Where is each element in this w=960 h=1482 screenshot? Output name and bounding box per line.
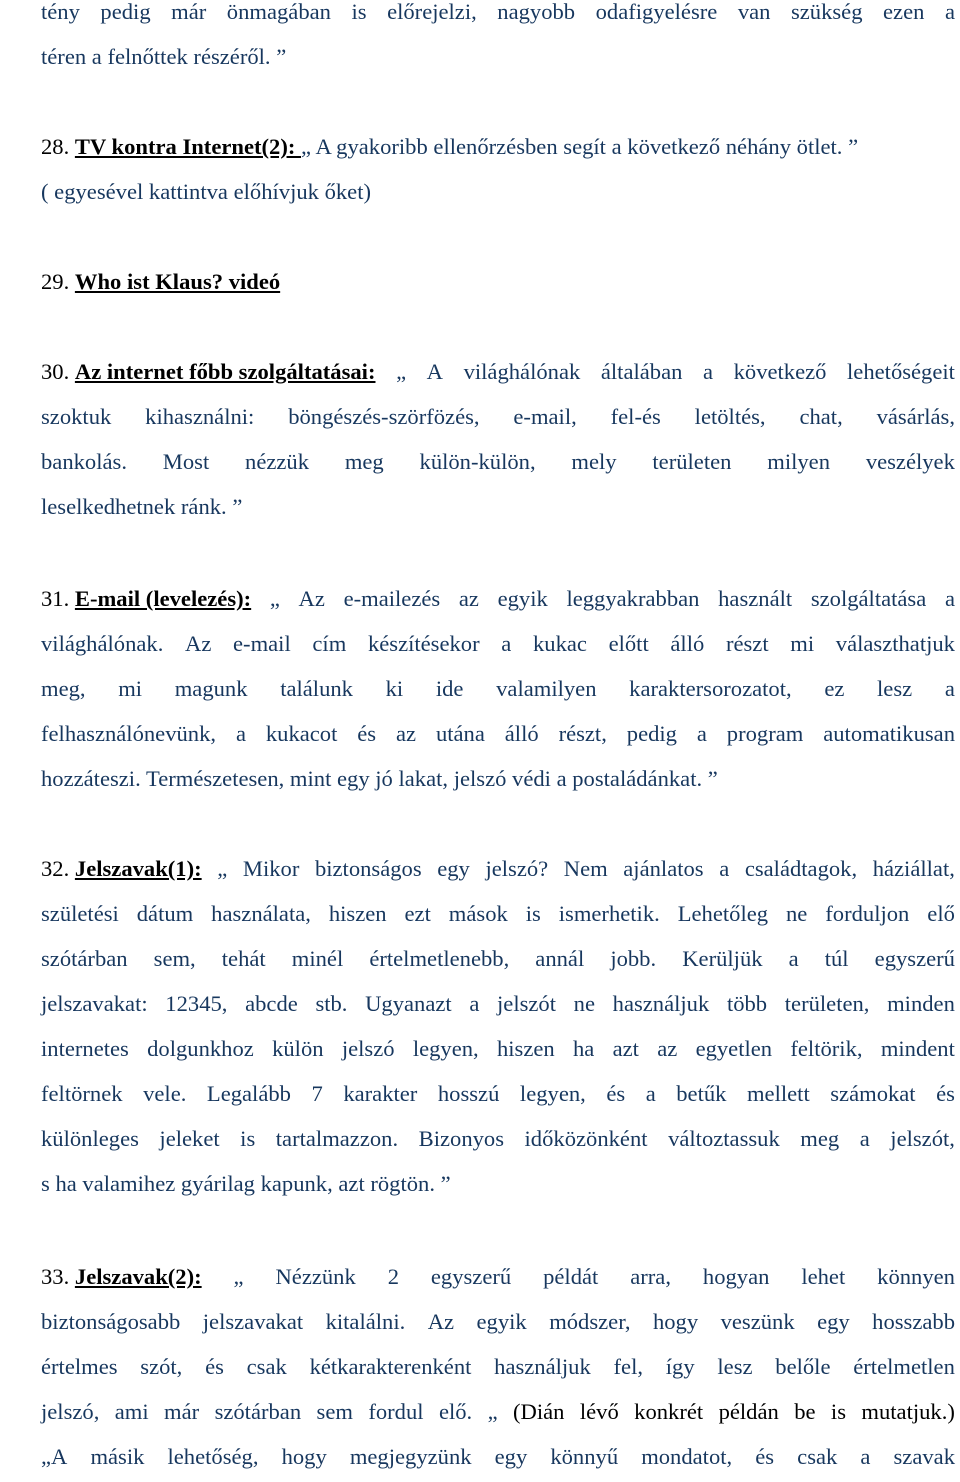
item-heading: TV kontra Internet(2): — [74, 134, 302, 159]
word: elő — [927, 901, 955, 926]
text-line — [41, 132, 955, 162]
word: tehát — [221, 946, 266, 971]
item-number: 28. — [41, 134, 75, 159]
word: szükség — [790, 0, 863, 24]
word: a — [860, 1444, 871, 1469]
word: cím — [312, 631, 347, 656]
word: az — [657, 1036, 678, 1061]
word: azt — [612, 1036, 639, 1061]
word: van — [737, 0, 771, 24]
word: a — [235, 721, 246, 746]
word: nézzük — [245, 449, 310, 474]
word: is — [830, 1399, 846, 1424]
word: kitalálni. — [325, 1309, 406, 1334]
text-line — [41, 1169, 955, 1199]
word: családtagok, — [744, 856, 858, 881]
word: lehetőség, — [167, 1444, 259, 1469]
word: ezt — [404, 901, 431, 926]
word: könnyű — [550, 1444, 619, 1469]
word — [41, 584, 251, 614]
word: meg — [344, 449, 384, 474]
word: ki — [385, 676, 404, 701]
text-line — [41, 674, 955, 704]
word: Nézzünk — [275, 1264, 356, 1289]
word: utána — [435, 721, 485, 746]
item-number: 31. — [41, 586, 75, 611]
text-line — [41, 854, 955, 884]
word: mások — [448, 901, 508, 926]
word: belőle — [775, 1354, 831, 1379]
word: böngészés-szörfözés, — [288, 404, 480, 429]
word: hosszú — [437, 1081, 500, 1106]
word: biztonságosabb — [41, 1309, 181, 1334]
word: mondatot, — [641, 1444, 733, 1469]
word: területen, — [784, 991, 870, 1016]
text-line — [41, 267, 955, 297]
word: A — [426, 359, 443, 384]
text-line — [41, 402, 955, 432]
word: megjegyzünk — [349, 1444, 472, 1469]
word — [41, 1262, 202, 1292]
word: már — [171, 0, 207, 24]
word: Kerüljük — [682, 946, 763, 971]
word: külön-külön, — [419, 449, 536, 474]
word: a — [645, 1081, 656, 1106]
word: stb. — [315, 991, 348, 1016]
word: milyen — [767, 449, 831, 474]
word: nagyobb — [497, 0, 576, 24]
word: készítésekor — [367, 631, 480, 656]
word: az — [458, 586, 479, 611]
word: Bizonyos — [418, 1126, 504, 1151]
word: abcde — [245, 991, 298, 1016]
text-line — [41, 584, 955, 614]
word: szótárban — [41, 946, 128, 971]
word: mutatjuk.) — [861, 1399, 955, 1424]
line-text: hozzáteszi. Természetesen, mint egy jó lakat, jelszó védi a postaládánkat. ” — [41, 766, 718, 791]
word: sem — [316, 1399, 353, 1424]
word: a — [702, 359, 714, 384]
word: példán — [718, 1399, 779, 1424]
word: használjuk — [494, 1354, 591, 1379]
word: részt, — [558, 721, 607, 746]
word: dátum — [136, 901, 194, 926]
text-line — [41, 1124, 955, 1154]
word: is — [525, 901, 541, 926]
word: túl — [824, 946, 849, 971]
word: „A — [41, 1444, 68, 1469]
word: álló — [670, 631, 705, 656]
word: Az — [427, 1309, 455, 1334]
word: fel-és — [610, 404, 661, 429]
word: használjuk — [612, 991, 710, 1016]
word: legyen, — [519, 1081, 586, 1106]
word: értelmes — [41, 1354, 118, 1379]
word: választhatjuk — [835, 631, 955, 656]
word: Most — [162, 449, 210, 474]
word: háziállat, — [872, 856, 955, 881]
word: leggyakrabban — [566, 586, 700, 611]
text-line — [41, 719, 955, 749]
word: 12345, — [165, 991, 228, 1016]
word: veszünk — [720, 1309, 795, 1334]
word: szoktuk — [41, 404, 112, 429]
text-line — [41, 899, 955, 929]
word: mindent — [880, 1036, 955, 1061]
word: találunk — [280, 676, 353, 701]
word: kétkarakterenként — [309, 1354, 472, 1379]
word: pedig — [100, 0, 151, 24]
word: világhálónak — [463, 359, 581, 384]
word: ami — [114, 1399, 149, 1424]
word: hiszen — [496, 1036, 555, 1061]
word: ha — [572, 1036, 595, 1061]
text-line — [41, 989, 955, 1019]
line-text: „ A gyakoribb ellenőrzésben segít a következő néhány ötlet. ” — [301, 134, 859, 159]
word: vásárlás, — [876, 404, 955, 429]
word: „ — [269, 586, 280, 611]
word: e-mail, — [513, 404, 577, 429]
word: módszer, — [549, 1309, 631, 1334]
word: és — [755, 1444, 775, 1469]
word: mi — [790, 631, 815, 656]
word: 2 — [387, 1264, 399, 1289]
word: születési — [41, 901, 119, 926]
word: jelszó — [341, 1036, 395, 1061]
word: elő. — [438, 1399, 473, 1424]
text-line — [41, 1034, 955, 1064]
item-heading: Who ist Klaus? videó — [74, 269, 281, 294]
word: az — [396, 721, 417, 746]
word: szót, — [140, 1354, 183, 1379]
word: legyen, — [412, 1036, 479, 1061]
word: lehetőségeit — [847, 359, 955, 384]
word: változtassuk — [668, 1126, 780, 1151]
word: jelszavakat: — [41, 991, 148, 1016]
word: bankolás. — [41, 449, 127, 474]
word: lesz — [717, 1354, 753, 1379]
word: hogy — [652, 1309, 699, 1334]
word: számokat — [830, 1081, 916, 1106]
word: több — [726, 991, 768, 1016]
word: karakter — [343, 1081, 418, 1106]
line-text: téren a felnőttek részéről. ” — [41, 44, 287, 69]
item-heading: Jelszavak(1): — [74, 856, 202, 881]
word: kukac — [532, 631, 587, 656]
word: (Dián — [513, 1399, 565, 1424]
word: internetes — [41, 1036, 129, 1061]
word: ajánlatos — [623, 856, 704, 881]
word: tény — [41, 0, 80, 24]
word: tartalmazzon. — [275, 1126, 399, 1151]
word: is — [351, 0, 367, 24]
word: egy — [437, 856, 470, 881]
word: a — [469, 991, 480, 1016]
word: annál — [535, 946, 585, 971]
text-line — [41, 1442, 955, 1472]
word: és — [606, 1081, 626, 1106]
word: odafigyelésre — [595, 0, 718, 24]
word: előrejelzi, — [387, 0, 477, 24]
item-number: 30. — [41, 359, 75, 384]
word: szótárban — [214, 1399, 302, 1424]
line-text: leselkedhetnek ránk. ” — [41, 494, 243, 519]
text-line — [41, 1079, 955, 1109]
text-line — [41, 42, 955, 72]
text-line — [41, 357, 955, 387]
word: konkrét — [634, 1399, 704, 1424]
word: lehet — [801, 1264, 846, 1289]
word: a — [719, 856, 730, 881]
word: másik — [90, 1444, 145, 1469]
line-text: ( egyesével kattintva előhívjuk őket) — [41, 179, 372, 204]
text-line — [41, 1352, 955, 1382]
word: lesz — [877, 676, 913, 701]
word: jelszót — [497, 991, 557, 1016]
text-line — [41, 629, 955, 659]
word: letöltés, — [694, 404, 766, 429]
word: karaktersorozatot, — [629, 676, 792, 701]
word: fordul — [368, 1399, 424, 1424]
item-heading: Az internet főbb szolgáltatásai: — [74, 359, 376, 384]
word: is — [240, 1126, 256, 1151]
word: lévő — [579, 1399, 619, 1424]
item-number: 29. — [41, 269, 75, 294]
word: kukacot — [265, 721, 338, 746]
word: egy — [494, 1444, 528, 1469]
word: e-mailezés — [343, 586, 441, 611]
word: egyetlen — [695, 1036, 773, 1061]
word: forduljon — [825, 901, 910, 926]
word: egyszerű — [430, 1264, 512, 1289]
word: külön — [272, 1036, 324, 1061]
text-line — [41, 1307, 955, 1337]
word: arra, — [630, 1264, 671, 1289]
word: felhasználónevünk, — [41, 721, 217, 746]
word: Ugyanazt — [365, 991, 452, 1016]
word: feltörik, — [790, 1036, 863, 1061]
word: hogyan — [702, 1264, 770, 1289]
word: veszélyek — [865, 449, 955, 474]
word: önmagában — [226, 0, 331, 24]
word: Mikor — [242, 856, 300, 881]
word: és — [936, 1081, 955, 1106]
word: ismerhetik. — [558, 901, 660, 926]
item-heading: Jelszavak(2): — [74, 1264, 202, 1289]
word: időközönként — [524, 1126, 648, 1151]
word: és — [357, 721, 377, 746]
word: ne — [573, 991, 595, 1016]
word: hosszabb — [872, 1309, 955, 1334]
word: be — [794, 1399, 816, 1424]
word: és — [205, 1354, 224, 1379]
word: mellett — [746, 1081, 810, 1106]
word: „ — [487, 1399, 498, 1424]
word: hogy — [281, 1444, 327, 1469]
word: jelszó, — [41, 1399, 100, 1424]
word: „ — [217, 856, 228, 881]
text-line — [41, 447, 955, 477]
word: „ — [233, 1264, 244, 1289]
word: előtt — [608, 631, 649, 656]
word: szavak — [893, 1444, 955, 1469]
word: általában — [600, 359, 683, 384]
word: világhálónak. — [41, 631, 164, 656]
word: így — [665, 1354, 695, 1379]
item-number: 33. — [41, 1264, 75, 1289]
word: ezen — [883, 0, 925, 24]
word: részt — [725, 631, 769, 656]
word: a — [859, 1126, 870, 1151]
word: csak — [246, 1354, 287, 1379]
word: Nem — [563, 856, 608, 881]
word: Az — [298, 586, 325, 611]
word: a — [788, 946, 799, 971]
item-heading: E-mail (levelezés): — [74, 586, 252, 611]
text-line — [41, 1262, 955, 1292]
word: mely — [571, 449, 617, 474]
word: dolgunkhoz — [147, 1036, 254, 1061]
word: feltörnek — [41, 1081, 123, 1106]
word: ide — [435, 676, 464, 701]
word: e-mail — [233, 631, 291, 656]
word: egyik — [497, 586, 548, 611]
word: ne — [786, 901, 808, 926]
word: szolgáltatása — [810, 586, 927, 611]
word: „ — [396, 359, 407, 384]
text-line — [41, 492, 955, 522]
text-line — [41, 177, 955, 207]
word: Legalább — [206, 1081, 291, 1106]
word: jelszavakat — [202, 1309, 304, 1334]
word: pedig — [626, 721, 677, 746]
word: jeleket — [159, 1126, 220, 1151]
word: a — [944, 676, 955, 701]
word: vele. — [143, 1081, 187, 1106]
word: a — [944, 0, 955, 24]
word: minden — [887, 991, 955, 1016]
word: jobb. — [610, 946, 657, 971]
word: program — [726, 721, 804, 746]
word: kihasználni: — [145, 404, 255, 429]
word: 7 — [311, 1081, 323, 1106]
item-number: 32. — [41, 856, 75, 881]
word: használt — [718, 586, 793, 611]
text-line — [41, 1397, 955, 1427]
word: hiszen — [328, 901, 387, 926]
word: biztonságos — [314, 856, 422, 881]
line-text: s ha valamihez gyárilag kapunk, azt rögtön. ” — [41, 1171, 451, 1196]
word: álló — [504, 721, 539, 746]
word — [41, 854, 202, 884]
word: meg — [800, 1126, 840, 1151]
word: következő — [733, 359, 827, 384]
word: értelmetlenebb, — [369, 946, 510, 971]
word: betűk — [676, 1081, 727, 1106]
word: minél — [291, 946, 344, 971]
word: chat, — [799, 404, 843, 429]
word — [41, 357, 375, 387]
word: a — [501, 631, 512, 656]
word: Lehetőleg — [677, 901, 769, 926]
word: értelmetlen — [853, 1354, 955, 1379]
word: mi — [118, 676, 143, 701]
word: csak — [797, 1444, 838, 1469]
word: meg, — [41, 676, 86, 701]
text-line — [41, 764, 955, 794]
word: Az — [185, 631, 212, 656]
word: jelszó? — [485, 856, 549, 881]
word: fel, — [613, 1354, 644, 1379]
word: használata, — [211, 901, 311, 926]
word: ez — [824, 676, 845, 701]
text-line — [41, 0, 955, 27]
word: egy — [817, 1309, 850, 1334]
text-line — [41, 944, 955, 974]
word: valamilyen — [496, 676, 597, 701]
word: sem, — [153, 946, 196, 971]
word: automatikusan — [823, 721, 955, 746]
word: már — [164, 1399, 200, 1424]
word: magunk — [174, 676, 248, 701]
word: területen — [652, 449, 732, 474]
word: jelszót, — [890, 1126, 955, 1151]
word: a — [696, 721, 707, 746]
word: könnyen — [877, 1264, 955, 1289]
word: egyik — [476, 1309, 527, 1334]
word: a — [944, 586, 955, 611]
word: példát — [543, 1264, 599, 1289]
word: egyszerű — [874, 946, 955, 971]
word: különleges — [41, 1126, 139, 1151]
